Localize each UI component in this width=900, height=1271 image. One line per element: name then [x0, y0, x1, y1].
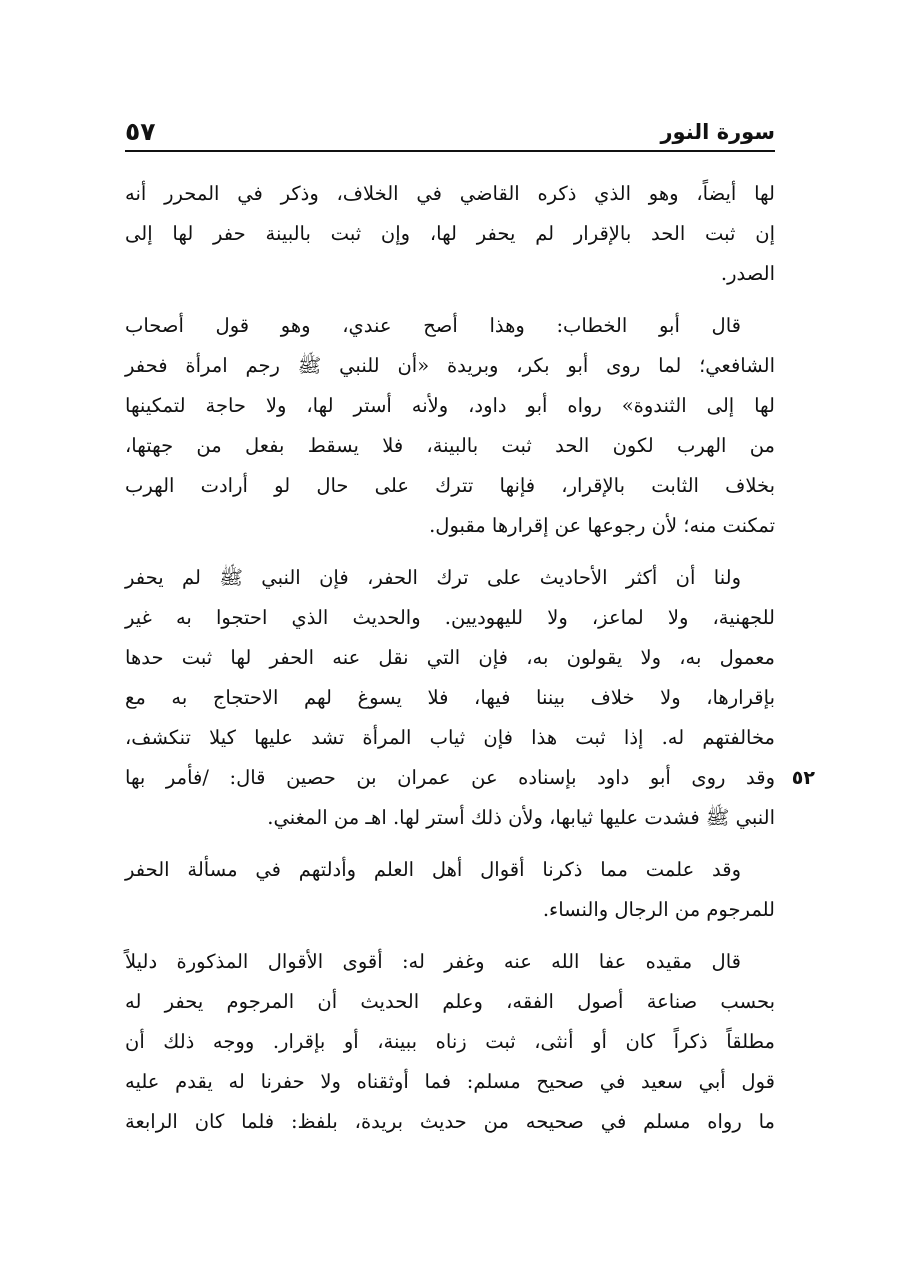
text-line: مطلقاً ذكراً كان أو أنثى، ثبت زناه ببينة، أو بإقرار. ووجه ذلك أن: [125, 1030, 775, 1053]
text-line: قول أبي سعيد في صحيح مسلم: فما أوثقناه ولا حفرنا له يقدم عليه: [125, 1070, 775, 1093]
text-line: النبي ﷺ فشدت عليها ثيابها، ولأن ذلك أستر لها. اهـ من المغني.: [267, 806, 775, 829]
text-line-content: وقد روى أبو داود بإسناده عن عمران بن حصين قال: /فأمر بها: [125, 766, 775, 789]
text-line: تمكنت منه؛ لأن رجوعها عن إقرارها مقبول.: [429, 514, 775, 537]
text-line: الصدر.: [720, 262, 775, 285]
text-line: معمول به، ولا يقولون به، فإن التي نقل عنه الحفر لها ثبت حدها: [125, 646, 775, 669]
text-line: لها أيضاً، وهو الذي ذكره القاضي في الخلاف، وذكر في المحرر أنه: [125, 182, 775, 205]
page-header: [125, 104, 775, 152]
text-line: بإقرارها، ولا خلاف بيننا فيها، فلا يسوغ لهم الاحتجاج به مع: [125, 686, 775, 709]
text-line: بحسب صناعة أصول الفقه، وعلم الحديث أن المرجوم يحفر له: [125, 990, 775, 1013]
page-body: [125, 174, 815, 1142]
text-line: للمرجوم من الرجال والنساء.: [542, 898, 775, 921]
text-line: لها إلى الثندوة» رواه أبو داود، ولأنه أستر لها، ولا حاجة لتمكينها: [125, 394, 775, 417]
text-line: للجهنية، ولا لماعز، ولا لليهوديين. والحديث الذي احتجوا به غير: [125, 606, 775, 629]
text-line: قال أبو الخطاب: وهذا أصح عندي، وهو قول أصحاب: [125, 314, 741, 337]
text-line: ما رواه مسلم في صحيحه من حديث بريدة، بلفظ: فلما كان الرابعة: [125, 1110, 775, 1133]
running-title: سورة النور: [660, 120, 775, 144]
text-line: الشافعي؛ لما روى أبو بكر، وبريدة «أن للنبي ﷺ رجم امرأة فحفر: [125, 354, 775, 377]
text-line-with-margin-note: [125, 758, 815, 798]
page-number: ٥٧: [125, 117, 156, 146]
text-line: وقد علمت مما ذكرنا أقوال أهل العلم وأدلتهم في مسألة الحفر: [125, 858, 741, 881]
text-line: بخلاف الثابت بالإقرار، فإنها تترك على حال لو أرادت الهرب: [125, 474, 775, 497]
text-line: قال مقيده عفا الله عنه وغفر له: أقوى الأقوال المذكورة دليلاً: [125, 950, 741, 973]
text-line: مخالفتهم له. إذا ثبت هذا فإن ثياب المرأة تشد عليها كيلا تنكشف،: [125, 726, 775, 749]
text-line: من الهرب لكون الحد ثبت بالبينة، فلا يسقط بفعل من جهتها،: [125, 434, 775, 457]
text-line: إن ثبت الحد بالإقرار لم يحفر لها، وإن ثبت بالبينة حفر لها إلى: [125, 222, 775, 245]
text-line: ولنا أن أكثر الأحاديث على ترك الحفر، فإن النبي ﷺ لم يحفر: [125, 566, 741, 589]
margin-page-reference: ٥٢: [791, 767, 815, 789]
